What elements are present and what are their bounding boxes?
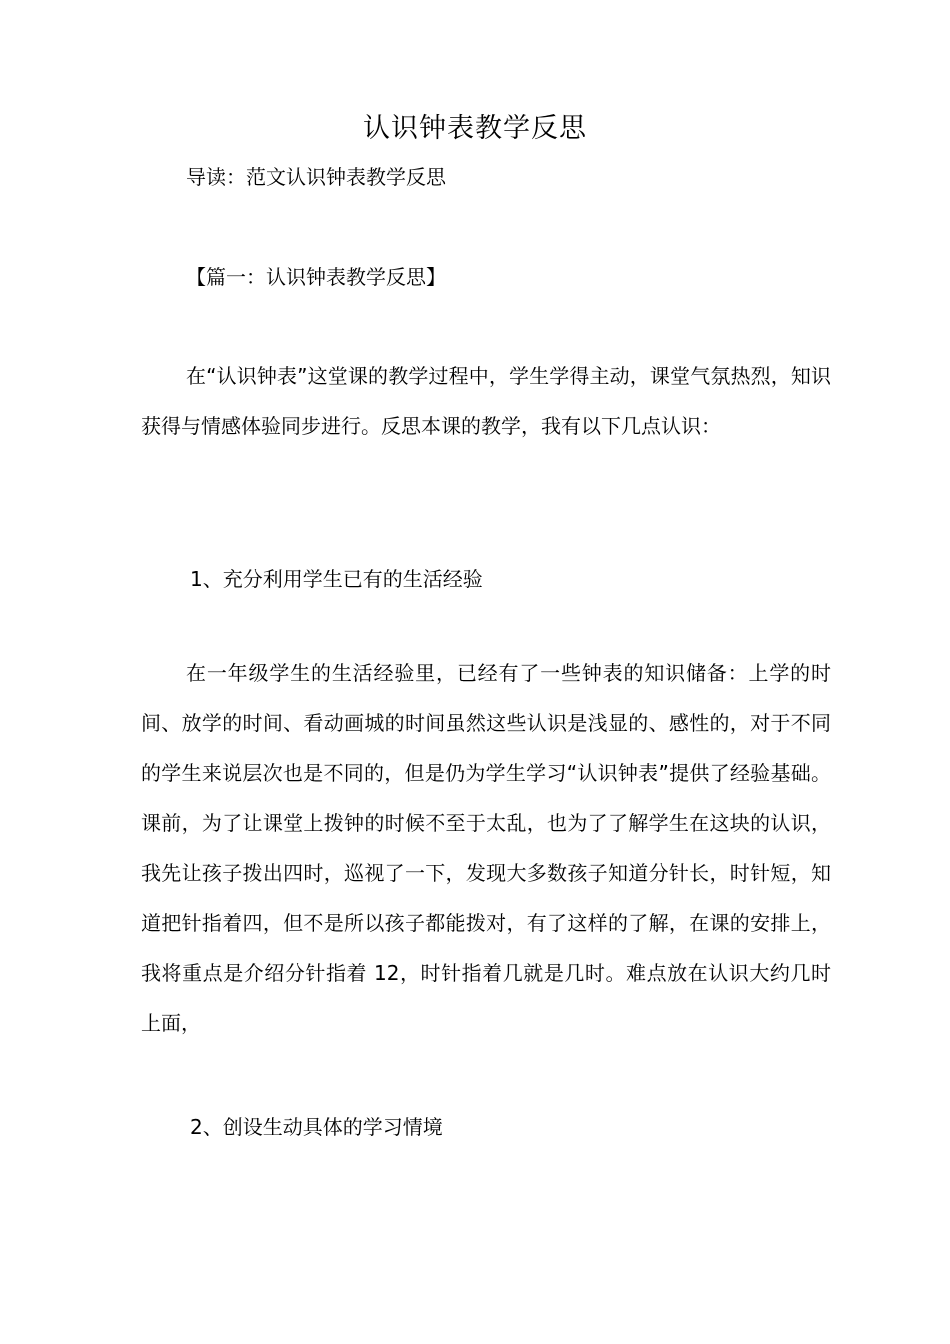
intro-line: 导读：范文认识钟表教学反思: [186, 165, 446, 189]
section-heading: 【篇一：认识钟表教学反思】: [186, 265, 446, 289]
paragraph-1: 在“认识钟表”这堂课的教学过程中，学生学得主动，课堂气氛热烈，知识获得与情感体验同步进行。反思本课的教学，我有以下几点认识：: [141, 364, 831, 438]
point-2-heading: 2、创设生动具体的学习情境: [190, 1115, 443, 1139]
point-1-heading: 1、充分利用学生已有的生活经验: [190, 567, 483, 591]
paragraph-2: 在一年级学生的生活经验里，已经有了一些钟表的知识储备：上学的时间、放学的时间、看动画城的时间虽然这些认识是浅显的、感性的，对于不同的学生来说层次也是不同的，但是仍为学生学习“认识钟表”提供了经验基础。课前，为了让课堂上拨钟的时候不至于太乱，也为了了解学生在这块的认识，我先让孩子拨出四时，巡视了一下，发现大多数孩子知道分针长，时针短，知道把针指着四，但不是所以孩子都能拨对，有了这样的了解，在课的安排上，我将重点是介绍分针指着 12，时针指着几就是几时。难点放在认识大约几时上面，: [141, 661, 831, 1035]
document-title: 认识钟表教学反思: [363, 113, 587, 144]
